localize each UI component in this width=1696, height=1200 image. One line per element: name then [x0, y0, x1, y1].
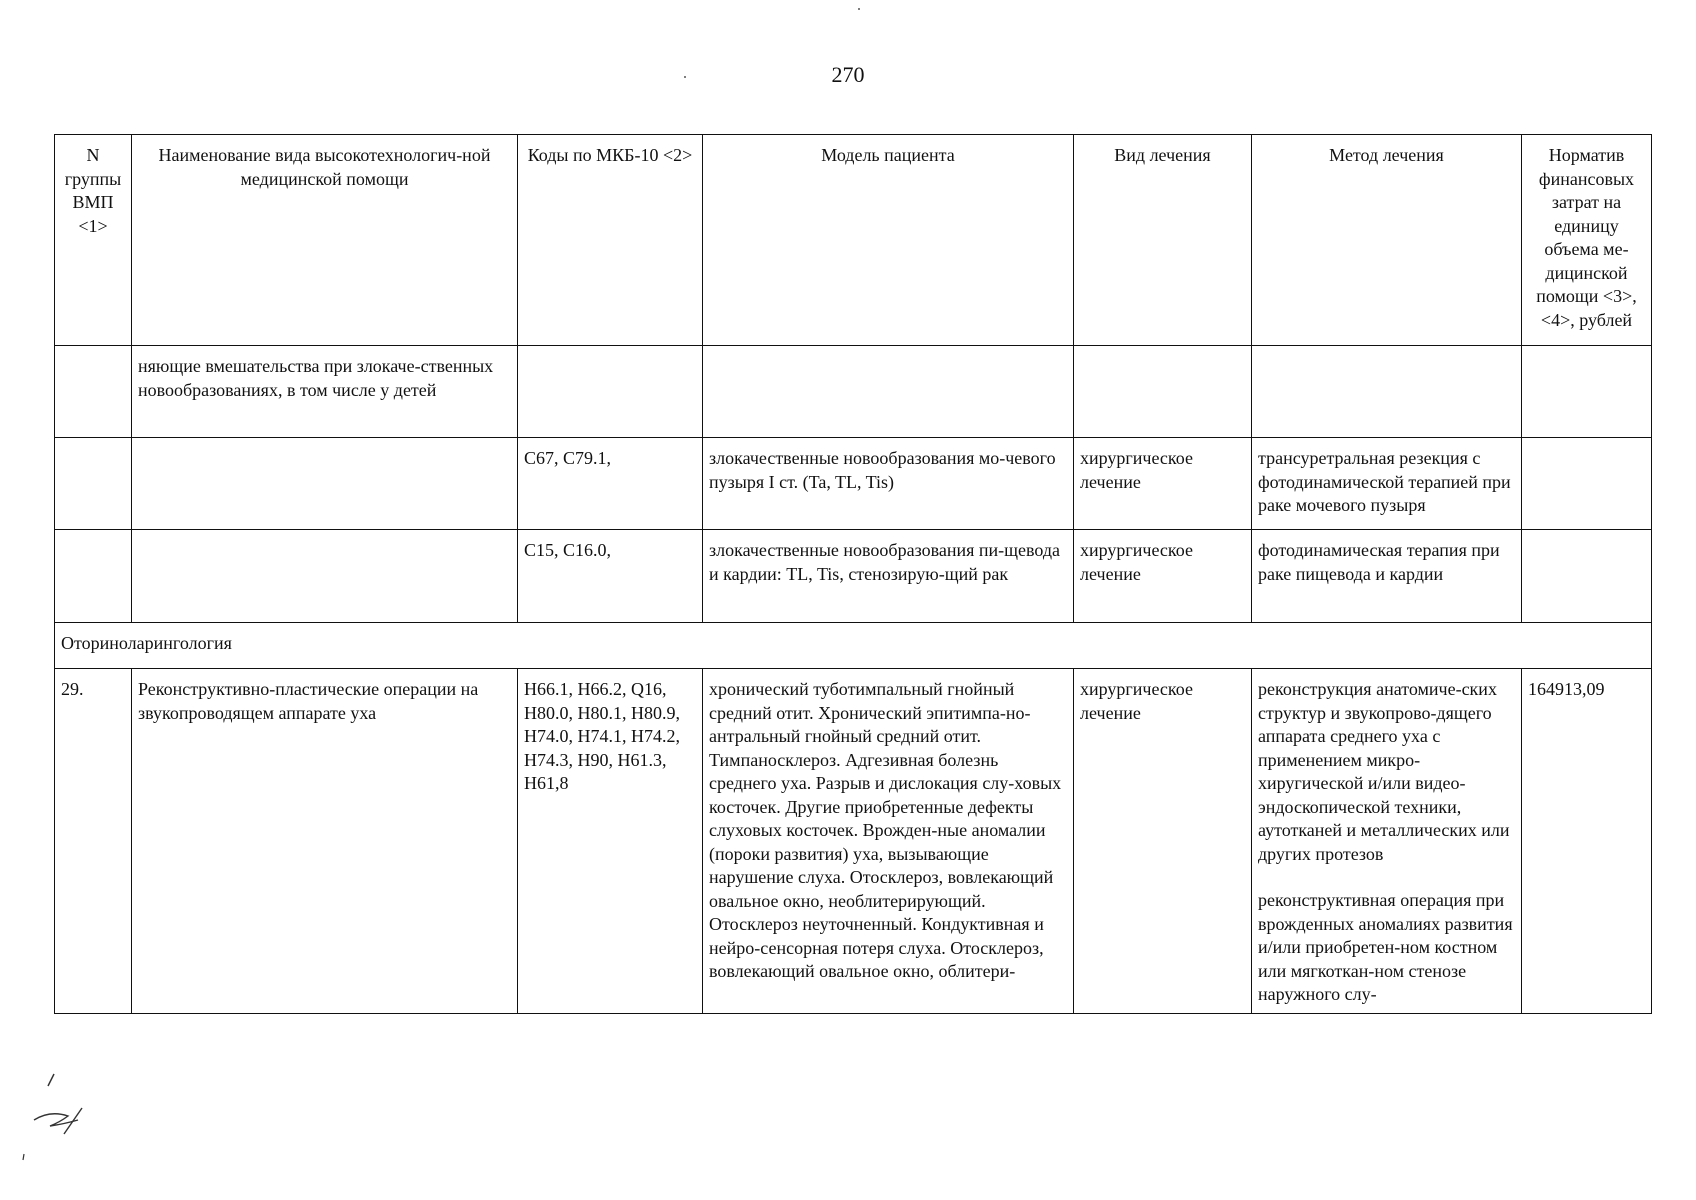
- header-codes: Коды по МКБ-10 <2>: [518, 135, 703, 346]
- cell-type: хирургическое лечение: [1074, 438, 1252, 530]
- cell-model: хронический туботимпальный гнойный средний отит. Хронический эпитимпа-но-антральный гнойный средний отит. Тимпаносклероз. Адгезивная болезнь среднего уха. Разрыв и дислокация слу-ховых косточек. Другие приобретенные дефекты слуховых косточек. Врожден-ные аномалии (пороки развития) уха, вызывающие нарушение слуха. Отосклероз, вовлекающий овальное окно, необлитерирующий. Отосклероз неуточненный. Кондуктивная и нейро-сенсорная потеря слуха. Отосклероз, вовлекающий овальное окно, облитери-: [703, 669, 1074, 1014]
- cell-cost: 164913,09: [1522, 669, 1652, 1014]
- cell-method: [1252, 669, 1522, 1014]
- table-row: [55, 669, 1652, 1014]
- table-row: [55, 346, 1652, 438]
- cell-codes: H66.1, H66.2, Q16, H80.0, H80.1, H80.9, H74.0, H74.1, H74.2, H74.3, H90, H61.3, H61,8: [518, 669, 703, 1014]
- header-name: Наименование вида высокотехнологич-ной медицинской помощи: [132, 135, 518, 346]
- cell-name: [132, 530, 518, 623]
- paragraph-gap: [1258, 866, 1515, 889]
- header-group: N группы ВМП <1>: [55, 135, 132, 346]
- cell-method: фотодинамическая терапия при раке пищевода и кардии: [1252, 530, 1522, 623]
- cell-codes: C15, C16.0,: [518, 530, 703, 623]
- cell-codes: [518, 346, 703, 438]
- page-number: 270: [831, 62, 865, 87]
- table-row: [55, 530, 1652, 623]
- method-paragraph-1: реконструкция анатомиче-ских структур и звукопрово-дящего аппарата среднего уха с применением микро-хиругической и/или видео-эндоскопической техники, аутотканей и металлических или других протезов: [1258, 679, 1510, 864]
- section-row: [55, 623, 1652, 669]
- method-paragraph-2: реконструктивная операция при врожденных аномалиях развития и/или приобретен-ном костном или мягкоткан-ном стенозе наружного слу-: [1258, 890, 1513, 1004]
- cell-cost: [1522, 438, 1652, 530]
- cell-group: [55, 438, 132, 530]
- cell-method: трансуретральная резекция с фотодинамической терапией при раке мочевого пузыря: [1252, 438, 1522, 530]
- cell-method: [1252, 346, 1522, 438]
- cell-cost: [1522, 346, 1652, 438]
- cell-codes: C67, C79.1,: [518, 438, 703, 530]
- cell-type: [1074, 346, 1252, 438]
- cell-model: [703, 346, 1074, 438]
- cell-group: [55, 346, 132, 438]
- header-method: Метод лечения: [1252, 135, 1522, 346]
- cell-type: хирургическое лечение: [1074, 530, 1252, 623]
- header-type: Вид лечения: [1074, 135, 1252, 346]
- section-title: Оториноларингология: [55, 623, 1652, 669]
- cell-name: няющие вмешательства при злокаче-ственных новообразованиях, в том числе у детей: [132, 346, 518, 438]
- table-row: [55, 438, 1652, 530]
- handwritten-mark: [20, 1070, 100, 1170]
- cell-name: [132, 438, 518, 530]
- scan-speck: [858, 8, 860, 10]
- cell-name: Реконструктивно-пластические операции на звукопроводящем аппарате уха: [132, 669, 518, 1014]
- cell-group: 29.: [55, 669, 132, 1014]
- header-cost: Норматив финансовых затрат на единицу объема ме-дицинской помощи <3>, <4>, рублей: [1522, 135, 1652, 346]
- cell-group: [55, 530, 132, 623]
- header-model: Модель пациента: [703, 135, 1074, 346]
- header-row: [55, 135, 1652, 346]
- cell-model: злокачественные новообразования пи-щевода и кардии: TL, Tis, стенозирую-щий рак: [703, 530, 1074, 623]
- cell-model: злокачественные новообразования мо-чевого пузыря I ст. (Ta, TL, Tis): [703, 438, 1074, 530]
- medical-care-table: [54, 134, 1652, 1014]
- cell-cost: [1522, 530, 1652, 623]
- cell-type: хирургическое лечение: [1074, 669, 1252, 1014]
- scan-speck: [684, 76, 686, 78]
